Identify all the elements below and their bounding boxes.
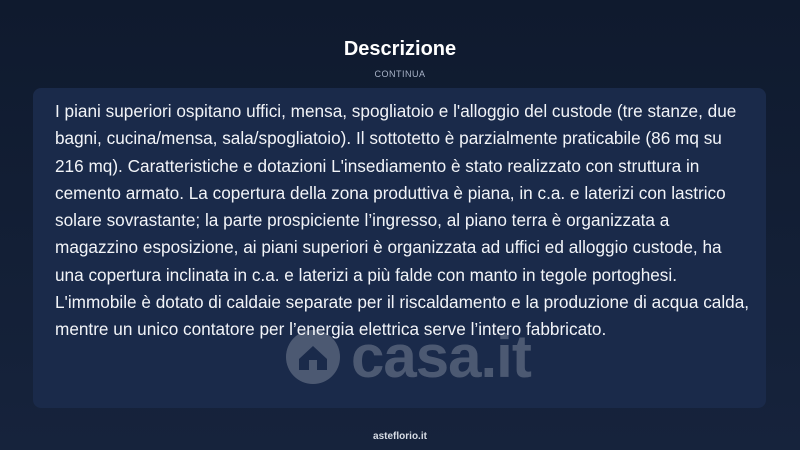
description-card [33,88,766,408]
footer-brand: asteflorio.it [373,431,427,442]
description-text: I piani superiori ospitano uffici, mensa, spogliatoio e l'alloggio del custode (tre stanze, due bagni, cucina/mensa, sala/spogliatoio). Il sottotetto è parzialmente praticabile (86 mq su 216 mq). Caratteristiche e dotazioni L'insediamento è stato realizzato con struttura in cemento armato. La copertura della zona produttiva è piana, in c.a. e laterizi con lastrico solare sovrastante; la parte prospiciente l’ingresso, al piano terra è organizzata a magazzino esposizione, ai piani superiori è organizzata ad uffici ed alloggio custode, ha una copertura inclinata in c.a. e laterizi a più falde con manto in tegole portoghesi. L'immobile è dotato di caldaie separate per il riscaldamento e la produzione di acqua calda, mentre un unico contatore per l’energia elettrica serve l’intero fabbricato. [55,101,750,340]
header [0,36,800,80]
watermark-text: casa.it [351,323,531,390]
page-title: Descrizione [343,38,457,60]
page-subtitle: CONTINUA [374,69,426,79]
